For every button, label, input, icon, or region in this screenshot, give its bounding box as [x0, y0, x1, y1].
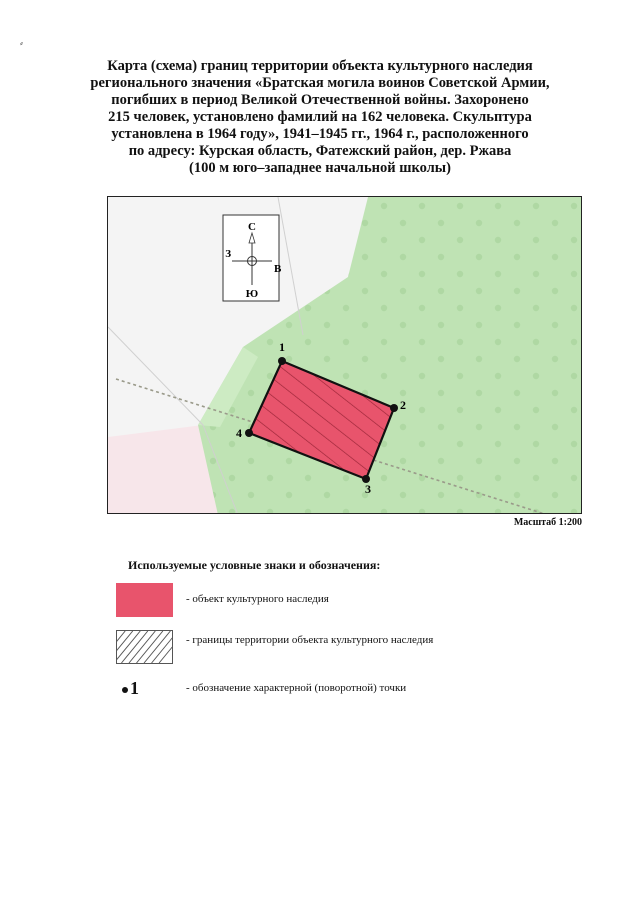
turning-point-2 — [390, 404, 398, 412]
turning-point-4 — [245, 429, 253, 437]
compass-south-label: Ю — [245, 288, 259, 300]
title-line: погибших в период Великой Отечественной войны. Захоронено — [111, 92, 529, 108]
legend-text: - объект культурного наследия — [186, 593, 329, 605]
corner-mark: ⸗ — [20, 38, 23, 48]
map-drawing — [108, 197, 582, 514]
legend-text: - обозначение характерной (поворотной) точки — [186, 682, 407, 694]
compass — [223, 215, 282, 301]
point-label-2: 2 — [400, 398, 406, 412]
title-line: регионального значения «Братская могила воинов Советской Армии, — [90, 75, 550, 91]
title-line: (100 м юго–западнее начальной школы) — [189, 160, 451, 176]
legend-text: - границы территории объекта культурного наследия — [186, 634, 434, 646]
compass-east-label: В — [274, 263, 282, 275]
title-line: по адресу: Курская область, Фатежский район, дер. Ржава — [128, 143, 512, 159]
title-line: 215 человек, установлено фамилий на 162 человека. Скульптура — [108, 109, 532, 125]
point-label-1: 1 — [279, 340, 285, 354]
title-line: установлена в 1964 году», 1941–1945 гг., 1964 г., расположенного — [111, 126, 529, 142]
turning-point-1 — [278, 357, 286, 365]
hatched-swatch — [116, 630, 173, 664]
point-label-4: 4 — [236, 426, 242, 440]
boundary-map — [107, 196, 582, 514]
point-symbol-number: 1 — [130, 678, 139, 698]
title-line: Карта (схема) границ территории объекта культурного наследия — [107, 58, 533, 74]
legend-heading: Используемые условные знаки и обозначения: — [128, 558, 381, 572]
compass-north-label: С — [248, 221, 256, 233]
point-symbol — [122, 678, 139, 699]
point-dot-icon — [122, 687, 128, 693]
red-fill-swatch — [116, 583, 173, 617]
scale-label: Масштаб 1:200 — [513, 517, 582, 528]
point-label-3: 3 — [365, 482, 371, 496]
page-title — [60, 58, 580, 177]
compass-west-label: З — [225, 248, 231, 260]
